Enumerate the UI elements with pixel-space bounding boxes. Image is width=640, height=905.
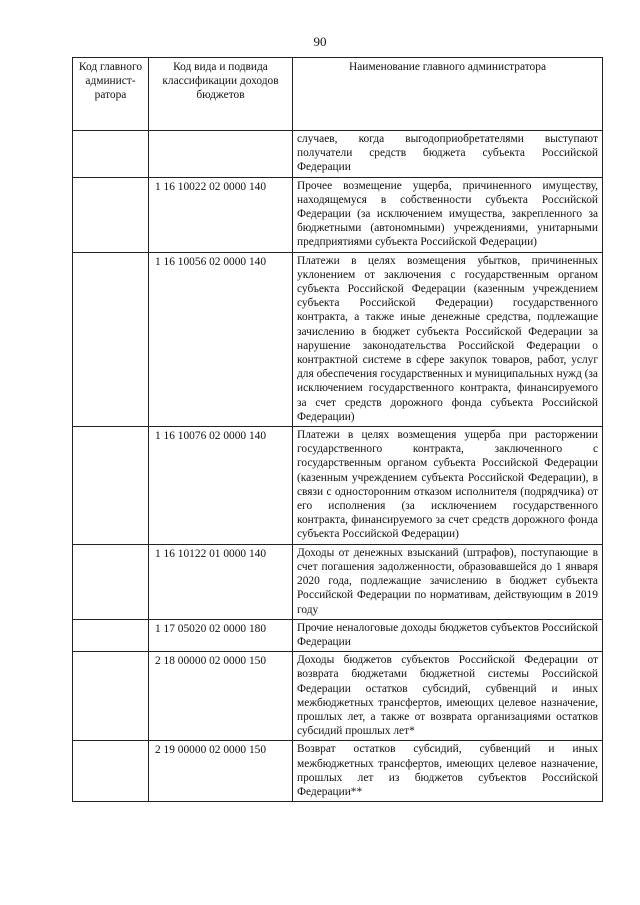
- admin-name-cell: Доходы бюджетов субъектов Российской Федерации от возврата бюджетами бюджетной системы Российской Федерации остатков субсидий, субвенций и иных межбюджетных трансфертов, имеющих целевое назначение, прошлых лет, а также от возврата организациями остатков субсидий прошлых лет*: [293, 652, 603, 741]
- admin-name-cell: Прочее возмещение ущерба, причиненного имуществу, находящемуся в собственности субъекта Российской Федерации (за исключением имущества, закрепленного за бюджетными (автономными) учреждениями, унитарными предприятиями субъекта Российской Федерации): [293, 177, 603, 252]
- table-row: [73, 252, 603, 426]
- admin-code-cell: [73, 741, 149, 802]
- admin-code-cell: [73, 619, 149, 651]
- header-admin-code: Код главного админист-ратора: [73, 58, 149, 131]
- revenue-code-cell: 2 18 00000 02 0000 150: [149, 652, 293, 741]
- table-row: [73, 427, 603, 545]
- table-row: [73, 619, 603, 651]
- revenue-code-cell: 1 16 10076 02 0000 140: [149, 427, 293, 545]
- revenue-code-cell: 1 16 10122 01 0000 140: [149, 544, 293, 619]
- table-row: [73, 741, 603, 802]
- admin-name-cell: случаев, когда выгодоприобретателями выступают получатели средств бюджета субъекта Российской Федерации: [293, 131, 603, 178]
- admin-code-cell: [73, 177, 149, 252]
- revenue-code-cell: 1 16 10022 02 0000 140: [149, 177, 293, 252]
- admin-code-cell: [73, 652, 149, 741]
- admin-code-cell: [73, 252, 149, 426]
- admin-name-cell: Платежи в целях возмещения ущерба при расторжении государственного контракта, заключенного с государственным органом субъекта Российской Федерации (казенным учреждением субъекта Российской Федерации), в связи с односторонним отказом исполнителя (подрядчика) от его исполнения (за исключением государственного контракта, финансируемого за счет средств дорожного фонда субъекта Российской Федерации): [293, 427, 603, 545]
- table-row: [73, 652, 603, 741]
- header-admin-name: Наименование главного администратора: [293, 58, 603, 131]
- admin-name-cell: Возврат остатков субсидий, субвенций и иных межбюджетных трансфертов, имеющих целевое назначение, прошлых лет из бюджетов субъектов Российской Федерации**: [293, 741, 603, 802]
- page-number: 90: [313, 34, 327, 49]
- admin-name-cell: Платежи в целях возмещения убытков, причиненных уклонением от заключения с государственным органом субъекта Российской Федерации (казенным учреждением субъекта Российской Федерации) государственного контракта, а также иные денежные средства, подлежащие зачислению в бюджет субъекта Российской Федерации за нарушение законодательства Российской Федерации о контрактной системе в сфере закупок товаров, работ, услуг для обеспечения государственных и муниципальных нужд (за исключением государственного контракта, финансируемого за счет средств дорожного фонда субъекта Российской Федерации): [293, 252, 603, 426]
- revenue-administrators-table: [72, 57, 603, 802]
- revenue-code-cell: 1 17 05020 02 0000 180: [149, 619, 293, 651]
- table-row: [73, 177, 603, 252]
- header-revenue-code: Код вида и подвида классификации доходов бюджетов: [149, 58, 293, 131]
- revenue-code-cell: 1 16 10056 02 0000 140: [149, 252, 293, 426]
- revenue-code-cell: [149, 131, 293, 178]
- admin-code-cell: [73, 544, 149, 619]
- revenue-code-cell: 2 19 00000 02 0000 150: [149, 741, 293, 802]
- table-header-row: [73, 58, 603, 131]
- admin-code-cell: [73, 131, 149, 178]
- admin-name-cell: Доходы от денежных взысканий (штрафов), поступающие в счет погашения задолженности, образовавшейся до 1 января 2020 года, подлежащие зачислению в бюджет субъекта Российской Федерации по нормативам, действующим в 2019 году: [293, 544, 603, 619]
- table-row: [73, 131, 603, 178]
- admin-name-cell: Прочие неналоговые доходы бюджетов субъектов Российской Федерации: [293, 619, 603, 651]
- table-row: [73, 544, 603, 619]
- admin-code-cell: [73, 427, 149, 545]
